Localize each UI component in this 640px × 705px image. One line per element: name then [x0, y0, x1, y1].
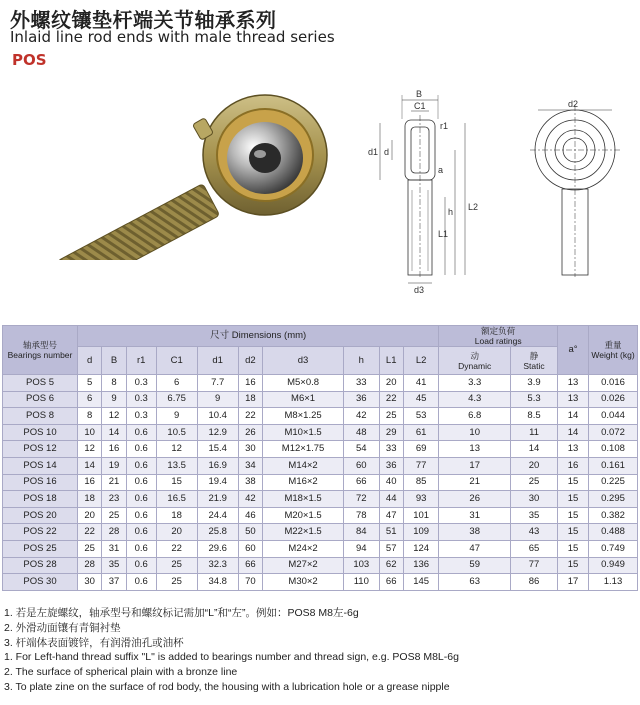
table-cell: 35: [102, 557, 126, 574]
table-cell: 0.382: [589, 507, 638, 524]
model-cn: 轴承型号: [22, 340, 57, 350]
table-cell: 0.072: [589, 424, 638, 441]
table-cell: 0.6: [126, 457, 156, 474]
table-cell: M27×2: [263, 557, 344, 574]
table-cell: 57: [379, 540, 403, 557]
technical-drawing: [340, 85, 640, 295]
table-cell: 7.7: [197, 375, 238, 392]
table-cell: 34.8: [197, 574, 238, 591]
label-r1: r1: [440, 121, 449, 131]
table-cell: 15: [558, 540, 589, 557]
table-cell: 51: [379, 524, 403, 541]
table-cell: 6: [78, 391, 102, 408]
table-cell: POS 14: [3, 457, 78, 474]
table-cell: 17: [558, 574, 589, 591]
note-cn-2: 2. 外滑动面镶有青铜衬垫: [4, 621, 121, 634]
table-cell: 36: [379, 457, 403, 474]
table-cell: 15: [558, 474, 589, 491]
table-cell: 14: [558, 424, 589, 441]
table-cell: 16.9: [197, 457, 238, 474]
table-cell: M12×1.75: [263, 441, 344, 458]
label-L2: L2: [468, 202, 479, 212]
table-cell: POS 8: [3, 408, 78, 425]
table-cell: 31: [102, 540, 126, 557]
table-row: [3, 540, 638, 557]
table-cell: 136: [403, 557, 438, 574]
static-cn: 静: [529, 350, 539, 361]
col-d: d: [78, 347, 102, 375]
table-cell: 10.5: [156, 424, 197, 441]
table-cell: 20: [379, 375, 403, 392]
table-cell: 33: [379, 441, 403, 458]
label-d2: d2: [568, 99, 579, 109]
table-cell: 15: [558, 557, 589, 574]
table-cell: POS 25: [3, 540, 78, 557]
table-cell: 29.6: [197, 540, 238, 557]
table-cell: M18×1.5: [263, 491, 344, 508]
table-cell: 8: [102, 375, 126, 392]
dynamic-cn: 动: [470, 350, 479, 361]
table-cell: 33: [344, 375, 379, 392]
table-cell: 0.949: [589, 557, 638, 574]
table-cell: 0.3: [126, 391, 156, 408]
table-cell: 54: [344, 441, 379, 458]
col-d2: d2: [238, 347, 262, 375]
table-cell: 103: [344, 557, 379, 574]
table-cell: 0.6: [126, 507, 156, 524]
rod-end-photo: [40, 70, 340, 260]
table-cell: 0.749: [589, 540, 638, 557]
table-cell: POS 12: [3, 441, 78, 458]
table-cell: 23: [102, 491, 126, 508]
table-cell: 35: [511, 507, 558, 524]
table-cell: 13: [439, 441, 511, 458]
table-cell: M8×1.25: [263, 408, 344, 425]
table-cell: 18: [238, 391, 262, 408]
table-cell: M10×1.5: [263, 424, 344, 441]
table-row: [3, 375, 638, 392]
table-cell: 36: [344, 391, 379, 408]
note-en-2: 2. The surface of spherical plain with a bronze line: [4, 666, 238, 679]
table-cell: 0.108: [589, 441, 638, 458]
load-en: Load ratings: [474, 336, 522, 346]
table-cell: 19.4: [197, 474, 238, 491]
load-cn: 额定负荷: [481, 326, 516, 336]
table-row: [3, 391, 638, 408]
label-L1: L1: [438, 229, 449, 239]
col-B: B: [102, 347, 126, 375]
table-cell: 18: [78, 491, 102, 508]
table-cell: 77: [511, 557, 558, 574]
table-cell: 44: [379, 491, 403, 508]
table-cell: 16: [78, 474, 102, 491]
table-cell: 78: [344, 507, 379, 524]
table-cell: 30: [78, 574, 102, 591]
table-cell: 47: [379, 507, 403, 524]
label-d1: d1: [368, 147, 379, 157]
static-en: Static: [523, 360, 545, 371]
col-d1: d1: [197, 347, 238, 375]
table-cell: 65: [511, 540, 558, 557]
table-cell: 18: [156, 507, 197, 524]
col-static: [511, 347, 558, 375]
table-cell: 15: [156, 474, 197, 491]
table-cell: M14×2: [263, 457, 344, 474]
table-row: [3, 491, 638, 508]
table-row: [3, 441, 638, 458]
table-cell: POS 28: [3, 557, 78, 574]
table-cell: 30: [238, 441, 262, 458]
label-d: d: [384, 147, 390, 157]
table-cell: 93: [403, 491, 438, 508]
table-cell: 11: [511, 424, 558, 441]
table-cell: POS 22: [3, 524, 78, 541]
table-row: [3, 524, 638, 541]
col-r1: r1: [126, 347, 156, 375]
table-cell: 10.4: [197, 408, 238, 425]
table-cell: 3.9: [511, 375, 558, 392]
table-cell: 6: [156, 375, 197, 392]
table-cell: 22: [379, 391, 403, 408]
table-cell: 25: [102, 507, 126, 524]
table-cell: 63: [439, 574, 511, 591]
table-cell: 17: [439, 457, 511, 474]
table-cell: 13: [558, 391, 589, 408]
table-cell: 0.044: [589, 408, 638, 425]
table-cell: 59: [439, 557, 511, 574]
table-cell: 5: [78, 375, 102, 392]
title-english: Inlaid line rod ends with male thread series: [10, 28, 335, 46]
table-cell: 25.8: [197, 524, 238, 541]
table-cell: 15: [558, 491, 589, 508]
table-cell: 72: [344, 491, 379, 508]
table-cell: 94: [344, 540, 379, 557]
table-row: [3, 507, 638, 524]
table-cell: 6.75: [156, 391, 197, 408]
table-cell: 145: [403, 574, 438, 591]
table-cell: 22: [156, 540, 197, 557]
table-cell: 0.026: [589, 391, 638, 408]
table-cell: 66: [344, 474, 379, 491]
table-cell: 21: [102, 474, 126, 491]
table-cell: 62: [379, 557, 403, 574]
angle-header: a°: [558, 326, 589, 375]
table-cell: POS 20: [3, 507, 78, 524]
table-cell: 25: [511, 474, 558, 491]
table-cell: 8: [78, 408, 102, 425]
col-C1: C1: [156, 347, 197, 375]
table-cell: 28: [78, 557, 102, 574]
table-cell: 0.225: [589, 474, 638, 491]
table-cell: 28: [102, 524, 126, 541]
table-cell: 124: [403, 540, 438, 557]
weight-header: [589, 326, 638, 375]
table-cell: 16: [102, 441, 126, 458]
model-code: POS: [12, 51, 47, 69]
table-cell: 1.13: [589, 574, 638, 591]
table-cell: 0.6: [126, 574, 156, 591]
table-cell: 16: [558, 457, 589, 474]
table-cell: 109: [403, 524, 438, 541]
col-h: h: [344, 347, 379, 375]
table-cell: 48: [344, 424, 379, 441]
table-cell: 20: [511, 457, 558, 474]
table-row: [3, 574, 638, 591]
table-cell: POS 6: [3, 391, 78, 408]
table-cell: 25: [379, 408, 403, 425]
dynamic-en: Dynamic: [458, 360, 492, 371]
table-cell: 0.6: [126, 540, 156, 557]
col-d3: d3: [263, 347, 344, 375]
note-cn-1: 1. 若是左旋螺纹，轴承型号和螺纹标记需加“L”和“左”。例如：POS8 M8左-6g: [4, 607, 359, 619]
table-cell: 21: [439, 474, 511, 491]
table-cell: 25: [78, 540, 102, 557]
table-cell: M6×1: [263, 391, 344, 408]
table-cell: 84: [344, 524, 379, 541]
table-cell: 66: [379, 574, 403, 591]
table-cell: 86: [511, 574, 558, 591]
table-cell: 0.3: [126, 408, 156, 425]
table-cell: 14: [78, 457, 102, 474]
table-cell: 13: [558, 375, 589, 392]
table-cell: 0.6: [126, 491, 156, 508]
table-cell: 46: [238, 507, 262, 524]
table-cell: 25: [156, 574, 197, 591]
table-cell: 15: [558, 507, 589, 524]
table-cell: 12: [102, 408, 126, 425]
table-cell: M24×2: [263, 540, 344, 557]
table-cell: 3.3: [439, 375, 511, 392]
table-cell: 61: [403, 424, 438, 441]
table-cell: 60: [238, 540, 262, 557]
table-cell: 85: [403, 474, 438, 491]
label-a: a: [438, 165, 444, 175]
table-cell: POS 30: [3, 574, 78, 591]
table-cell: 30: [511, 491, 558, 508]
load-header: [439, 326, 558, 347]
col-L1: L1: [379, 347, 403, 375]
table-row: [3, 424, 638, 441]
table-cell: 41: [403, 375, 438, 392]
table-cell: 14: [558, 408, 589, 425]
table-cell: 16: [238, 375, 262, 392]
spec-table: [2, 325, 638, 591]
table-cell: 12: [78, 441, 102, 458]
table-cell: 77: [403, 457, 438, 474]
col-dynamic: [439, 347, 511, 375]
table-cell: 13.5: [156, 457, 197, 474]
table-cell: POS 5: [3, 375, 78, 392]
table-cell: 0.016: [589, 375, 638, 392]
note-en-3: 3. To plate zine on the surface of rod body, the housing with a lubrication hole or a grease nipple: [4, 680, 450, 693]
table-cell: M5×0.8: [263, 375, 344, 392]
table-cell: 20: [78, 507, 102, 524]
table-cell: POS 10: [3, 424, 78, 441]
table-row: [3, 557, 638, 574]
table-cell: 69: [403, 441, 438, 458]
table-cell: 12: [156, 441, 197, 458]
table-cell: 26: [238, 424, 262, 441]
weight-en: Weight (kg): [591, 350, 635, 360]
table-cell: M30×2: [263, 574, 344, 591]
table-cell: 101: [403, 507, 438, 524]
table-cell: M16×2: [263, 474, 344, 491]
table-cell: 8.5: [511, 408, 558, 425]
table-cell: 0.488: [589, 524, 638, 541]
table-cell: 0.6: [126, 424, 156, 441]
table-cell: 29: [379, 424, 403, 441]
note-cn-3: 3. 杆端体表面镀锌，有润滑油孔或油杯: [4, 636, 184, 649]
table-cell: 20: [156, 524, 197, 541]
table-cell: 15.4: [197, 441, 238, 458]
label-d3: d3: [414, 285, 425, 295]
table-cell: 19: [102, 457, 126, 474]
spec-table-body: [3, 375, 638, 591]
table-row: [3, 408, 638, 425]
table-cell: 50: [238, 524, 262, 541]
table-row: [3, 457, 638, 474]
table-cell: 9: [197, 391, 238, 408]
table-cell: 70: [238, 574, 262, 591]
table-cell: 0.161: [589, 457, 638, 474]
table-cell: M20×1.5: [263, 507, 344, 524]
table-cell: 38: [439, 524, 511, 541]
table-cell: 25: [156, 557, 197, 574]
table-cell: 4.3: [439, 391, 511, 408]
table-cell: 21.9: [197, 491, 238, 508]
table-cell: 0.3: [126, 375, 156, 392]
table-cell: 22: [78, 524, 102, 541]
table-cell: 22: [238, 408, 262, 425]
notes: [4, 606, 459, 695]
table-cell: 0.295: [589, 491, 638, 508]
table-cell: 60: [344, 457, 379, 474]
model-en: Bearings number: [7, 350, 73, 360]
table-cell: 12.9: [197, 424, 238, 441]
title-chinese: 外螺纹镶垫杆端关节轴承系列: [10, 8, 277, 32]
label-C1: C1: [414, 101, 426, 111]
table-cell: 40: [379, 474, 403, 491]
col-model-header: [3, 326, 78, 375]
table-cell: 5.3: [511, 391, 558, 408]
table-cell: 47: [439, 540, 511, 557]
table-cell: 0.6: [126, 474, 156, 491]
table-cell: 24.4: [197, 507, 238, 524]
table-cell: 26: [439, 491, 511, 508]
table-cell: 32.3: [197, 557, 238, 574]
table-cell: 0.6: [126, 524, 156, 541]
table-cell: 10: [439, 424, 511, 441]
table-cell: 43: [511, 524, 558, 541]
table-cell: 38: [238, 474, 262, 491]
table-cell: 6.8: [439, 408, 511, 425]
table-cell: POS 18: [3, 491, 78, 508]
table-cell: 42: [344, 408, 379, 425]
table-cell: 0.6: [126, 557, 156, 574]
table-cell: 13: [558, 441, 589, 458]
table-cell: 9: [102, 391, 126, 408]
table-cell: 37: [102, 574, 126, 591]
table-cell: 45: [403, 391, 438, 408]
label-B: B: [416, 89, 423, 99]
table-cell: 14: [511, 441, 558, 458]
col-L2: L2: [403, 347, 438, 375]
table-cell: 9: [156, 408, 197, 425]
table-cell: 16.5: [156, 491, 197, 508]
label-h: h: [448, 207, 454, 217]
table-cell: M22×1.5: [263, 524, 344, 541]
note-en-1: 1. For Left-hand thread suffix "L" is added to bearings number and thread sign, e.g. POS8 M8L-6g: [4, 651, 459, 664]
table-cell: 15: [558, 524, 589, 541]
dims-header: 尺寸 Dimensions (mm): [78, 326, 439, 347]
table-cell: 110: [344, 574, 379, 591]
table-cell: 0.6: [126, 441, 156, 458]
table-cell: 53: [403, 408, 438, 425]
table-cell: 66: [238, 557, 262, 574]
table-cell: POS 16: [3, 474, 78, 491]
weight-cn: 重量: [604, 340, 622, 350]
table-cell: 34: [238, 457, 262, 474]
table-cell: 31: [439, 507, 511, 524]
table-cell: 10: [78, 424, 102, 441]
table-row: [3, 474, 638, 491]
table-cell: 14: [102, 424, 126, 441]
table-cell: 42: [238, 491, 262, 508]
